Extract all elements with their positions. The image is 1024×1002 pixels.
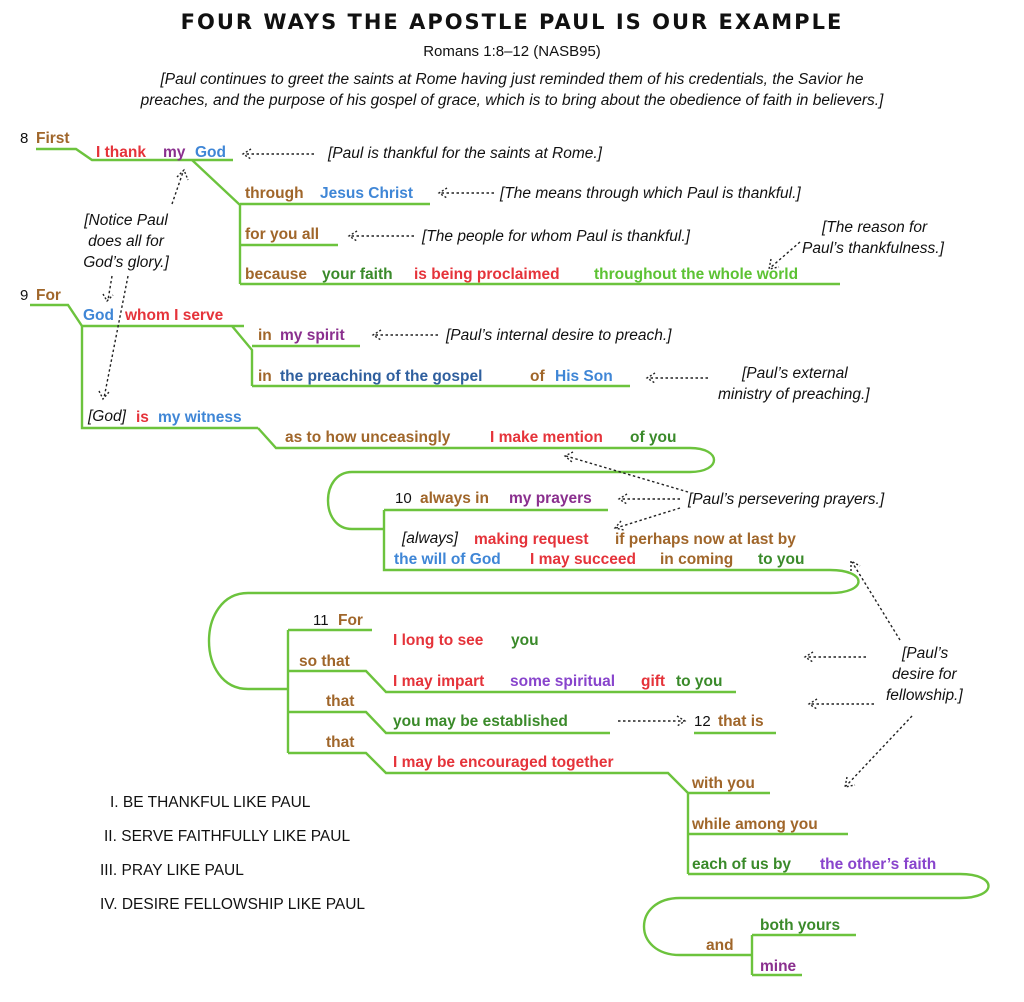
word-god-2: God bbox=[83, 307, 114, 324]
annotation-arrow bbox=[852, 562, 900, 640]
word-i-thank: I thank bbox=[96, 144, 146, 161]
word-gift: gift bbox=[641, 673, 666, 690]
note-fellowship-2: desire for bbox=[892, 666, 957, 683]
word-my: my bbox=[163, 144, 186, 161]
word-is: is bbox=[136, 409, 149, 426]
word-of-you: of you bbox=[630, 429, 677, 446]
note-thankful-saints: [Paul is thankful for the saints at Rome.] bbox=[328, 145, 602, 162]
word-to-you-2: to you bbox=[676, 673, 723, 690]
word-god: God bbox=[195, 144, 226, 161]
word-will-of-god: the will of God bbox=[394, 551, 501, 568]
word-your-faith: your faith bbox=[322, 266, 393, 283]
annotation-arrow bbox=[846, 716, 912, 786]
word-in: in bbox=[258, 327, 272, 344]
word-because: because bbox=[245, 266, 308, 283]
word-always-in: always in bbox=[420, 490, 489, 507]
word-i-may-impart: I may impart bbox=[393, 673, 485, 690]
word-my-witness: my witness bbox=[158, 409, 242, 426]
word-throughout-world: throughout the whole world bbox=[594, 266, 799, 283]
word-whom-i-serve: whom I serve bbox=[125, 307, 224, 324]
intro-line-2: preaches, and the purpose of his gospel of grace, which is to bring about the obedience of faith in believers.] bbox=[140, 92, 884, 109]
note-glory-1: [Notice Paul bbox=[84, 212, 168, 229]
word-some-spiritual: some spiritual bbox=[510, 673, 616, 690]
verse-number-8: 8 bbox=[20, 130, 29, 147]
word-mine: mine bbox=[760, 958, 797, 975]
note-people: [The people for whom Paul is thankful.] bbox=[422, 228, 690, 245]
point-3: III. PRAY LIKE PAUL bbox=[100, 862, 244, 879]
note-glory-2: does all for bbox=[88, 233, 164, 250]
word-first: First bbox=[36, 130, 70, 147]
intro-line-1: [Paul continues to greet the saints at Rome having just reminded them of his credentials, the Savior he bbox=[160, 71, 864, 88]
word-you: you bbox=[511, 632, 539, 649]
note-fellowship-3: fellowship.] bbox=[886, 687, 963, 704]
note-prayers: [Paul’s persevering prayers.] bbox=[688, 491, 885, 508]
verse-number-11: 11 bbox=[313, 612, 329, 629]
note-internal: [Paul’s internal desire to preach.] bbox=[446, 327, 672, 344]
word-for: For bbox=[36, 287, 61, 304]
note-fellowship-1: [Paul’s bbox=[902, 645, 949, 662]
word-i-long: I long to see bbox=[393, 632, 484, 649]
word-through: through bbox=[245, 185, 304, 202]
word-making-request: making request bbox=[474, 531, 589, 548]
word-i-may-be-encouraged: I may be encouraged together bbox=[393, 754, 614, 771]
page-title: FOUR WAYS THE APOSTLE PAUL IS OUR EXAMPLE bbox=[180, 10, 844, 34]
annotation-arrow bbox=[108, 276, 112, 300]
word-i-make-mention: I make mention bbox=[490, 429, 603, 446]
word-god-bracket: [God] bbox=[88, 408, 126, 425]
word-his-son: His Son bbox=[555, 368, 613, 385]
word-so-that: so that bbox=[299, 653, 350, 670]
word-in-2: in bbox=[258, 368, 272, 385]
diagram-line bbox=[232, 326, 252, 386]
word-for-11: For bbox=[338, 612, 363, 629]
verse-number-10: 10 bbox=[395, 490, 412, 507]
note-external-1: [Paul’s external bbox=[742, 365, 848, 382]
word-as-to-how: as to how unceasingly bbox=[285, 429, 451, 446]
word-that-2: that bbox=[326, 734, 355, 751]
word-is-being-proclaimed: is being proclaimed bbox=[414, 266, 560, 283]
annotation-arrow bbox=[104, 276, 128, 398]
point-1: I. BE THANKFUL LIKE PAUL bbox=[110, 794, 311, 811]
arrowhead bbox=[615, 521, 624, 530]
diagram-line bbox=[192, 160, 240, 284]
note-glory-3: God’s glory.] bbox=[83, 254, 169, 271]
word-if-perhaps: if perhaps now at last by bbox=[615, 531, 796, 548]
diagram-line bbox=[288, 753, 688, 874]
note-reason-1: [The reason for bbox=[822, 219, 928, 236]
word-that-is: that is bbox=[718, 713, 764, 730]
word-each-of-us: each of us by bbox=[692, 856, 792, 873]
word-while-among-you: while among you bbox=[692, 816, 818, 833]
note-external-2: ministry of preaching.] bbox=[718, 386, 870, 403]
diagram-line bbox=[644, 874, 989, 955]
annotation-arrow bbox=[770, 242, 800, 268]
word-to-you: to you bbox=[758, 551, 805, 568]
word-in-coming: in coming bbox=[660, 551, 734, 568]
word-with-you: with you bbox=[692, 775, 755, 792]
word-jesus-christ: Jesus Christ bbox=[320, 185, 414, 202]
word-that: that bbox=[326, 693, 355, 710]
word-my-spirit: my spirit bbox=[280, 327, 345, 344]
scripture-reference: Romans 1:8–12 (NASB95) bbox=[423, 43, 601, 60]
word-i-may-succeed: I may succeed bbox=[530, 551, 636, 568]
word-others-faith: the other’s faith bbox=[820, 856, 937, 873]
word-always-bracket: [always] bbox=[402, 530, 458, 547]
word-the-preaching: the preaching of the gospel bbox=[280, 368, 483, 385]
word-my-prayers: my prayers bbox=[509, 490, 592, 507]
word-for-you-all: for you all bbox=[245, 226, 320, 243]
verse-number-9: 9 bbox=[20, 287, 29, 304]
annotation-arrow bbox=[566, 456, 688, 492]
point-4: IV. DESIRE FELLOWSHIP LIKE PAUL bbox=[100, 896, 366, 913]
word-and: and bbox=[706, 937, 734, 954]
word-you-may-be: you may be established bbox=[393, 713, 568, 730]
note-reason-2: Paul’s thankfulness.] bbox=[802, 240, 944, 257]
note-means: [The means through which Paul is thankful.] bbox=[500, 185, 801, 202]
word-both-yours: both yours bbox=[760, 917, 841, 934]
word-of: of bbox=[530, 368, 545, 385]
point-2: II. SERVE FAITHFULLY LIKE PAUL bbox=[104, 828, 351, 845]
verse-number-12: 12 bbox=[694, 713, 711, 730]
annotation-arrow bbox=[616, 508, 680, 528]
